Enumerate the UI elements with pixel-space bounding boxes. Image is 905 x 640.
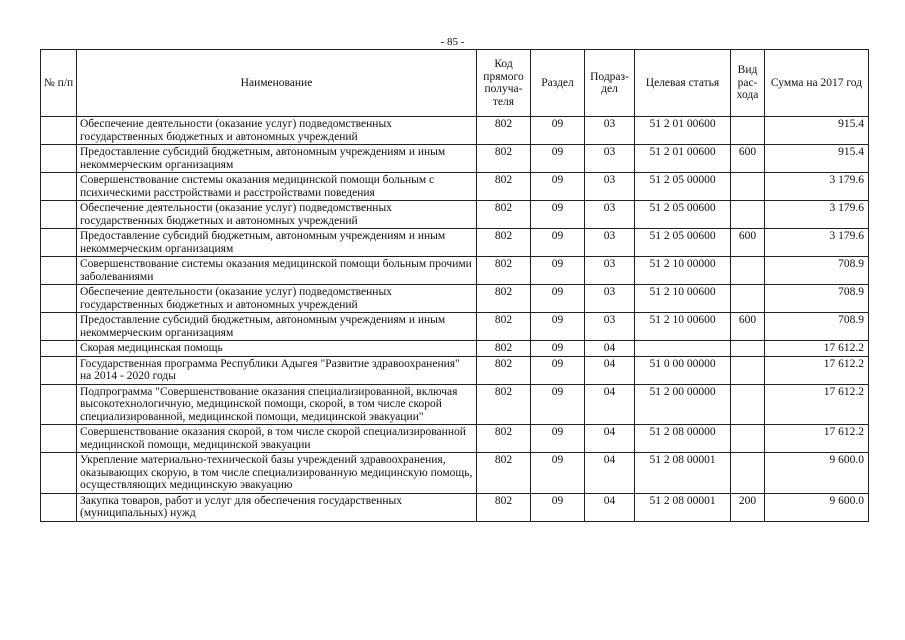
cell-expense: 600 bbox=[731, 313, 765, 341]
cell-section: 09 bbox=[531, 453, 585, 494]
cell-code: 802 bbox=[477, 285, 531, 313]
cell-target: 51 2 10 00000 bbox=[635, 257, 731, 285]
cell-target: 51 2 05 00000 bbox=[635, 173, 731, 201]
cell-num bbox=[41, 425, 77, 453]
cell-sum: 17 612.2 bbox=[765, 356, 869, 384]
cell-name: Совершенствование системы оказания медицинской помощи больным с психическими расстройствами и расстройствами поведения bbox=[77, 173, 477, 201]
cell-name: Предоставление субсидий бюджетным, автономным учреждениям и иным некоммерческим организациям bbox=[77, 313, 477, 341]
cell-name: Предоставление субсидий бюджетным, автономным учреждениям и иным некоммерческим организациям bbox=[77, 229, 477, 257]
header-name: Наименование bbox=[77, 50, 477, 117]
table-row bbox=[41, 356, 869, 384]
cell-code: 802 bbox=[477, 201, 531, 229]
cell-name: Совершенствование оказания скорой, в том числе скорой специализированной медицинской помощи, медицинской эвакуации bbox=[77, 425, 477, 453]
cell-section: 09 bbox=[531, 313, 585, 341]
cell-expense: 600 bbox=[731, 145, 765, 173]
cell-section: 09 bbox=[531, 201, 585, 229]
cell-target: 51 2 10 00600 bbox=[635, 285, 731, 313]
cell-code: 802 bbox=[477, 341, 531, 357]
cell-code: 802 bbox=[477, 453, 531, 494]
cell-num bbox=[41, 145, 77, 173]
cell-sum: 915.4 bbox=[765, 117, 869, 145]
cell-section: 09 bbox=[531, 425, 585, 453]
cell-code: 802 bbox=[477, 384, 531, 425]
cell-num bbox=[41, 285, 77, 313]
cell-target: 51 2 08 00001 bbox=[635, 493, 731, 521]
header-num: № п/п bbox=[41, 50, 77, 117]
cell-name: Предоставление субсидий бюджетным, автономным учреждениям и иным некоммерческим организациям bbox=[77, 145, 477, 173]
cell-code: 802 bbox=[477, 313, 531, 341]
cell-sum: 915.4 bbox=[765, 145, 869, 173]
cell-code: 802 bbox=[477, 229, 531, 257]
table-row bbox=[41, 285, 869, 313]
cell-sum: 9 600.0 bbox=[765, 493, 869, 521]
cell-code: 802 bbox=[477, 425, 531, 453]
cell-num bbox=[41, 201, 77, 229]
header-expense: Вид рас-хода bbox=[731, 50, 765, 117]
budget-table bbox=[40, 49, 869, 522]
cell-subsection: 04 bbox=[585, 384, 635, 425]
cell-target: 51 2 10 00600 bbox=[635, 313, 731, 341]
cell-subsection: 03 bbox=[585, 285, 635, 313]
cell-code: 802 bbox=[477, 493, 531, 521]
header-sum: Сумма на 2017 год bbox=[765, 50, 869, 117]
cell-expense bbox=[731, 173, 765, 201]
cell-expense: 200 bbox=[731, 493, 765, 521]
cell-target: 51 2 00 00000 bbox=[635, 384, 731, 425]
cell-name: Укрепление материально-технической базы учреждений здравоохранения, оказывающих скорую, в том числе специализированную медицинскую помощь, осуществляющих медицинскую эвакуацию bbox=[77, 453, 477, 494]
table-row bbox=[41, 341, 869, 357]
cell-sum: 708.9 bbox=[765, 257, 869, 285]
cell-subsection: 03 bbox=[585, 229, 635, 257]
table-row bbox=[41, 313, 869, 341]
cell-expense: 600 bbox=[731, 229, 765, 257]
table-body bbox=[41, 117, 869, 522]
cell-section: 09 bbox=[531, 356, 585, 384]
cell-sum: 17 612.2 bbox=[765, 384, 869, 425]
cell-name: Обеспечение деятельности (оказание услуг) подведомственных государственных бюджетных и автономных учреждений bbox=[77, 201, 477, 229]
cell-section: 09 bbox=[531, 173, 585, 201]
cell-subsection: 04 bbox=[585, 493, 635, 521]
cell-subsection: 03 bbox=[585, 145, 635, 173]
cell-code: 802 bbox=[477, 257, 531, 285]
cell-subsection: 03 bbox=[585, 313, 635, 341]
cell-expense bbox=[731, 453, 765, 494]
cell-sum: 17 612.2 bbox=[765, 341, 869, 357]
cell-subsection: 04 bbox=[585, 453, 635, 494]
cell-num bbox=[41, 117, 77, 145]
header-code: Код прямого получа-теля bbox=[477, 50, 531, 117]
cell-subsection: 03 bbox=[585, 257, 635, 285]
cell-section: 09 bbox=[531, 229, 585, 257]
cell-target: 51 2 01 00600 bbox=[635, 117, 731, 145]
cell-target: 51 2 01 00600 bbox=[635, 145, 731, 173]
table-row bbox=[41, 229, 869, 257]
cell-subsection: 04 bbox=[585, 341, 635, 357]
table-row bbox=[41, 384, 869, 425]
cell-num bbox=[41, 493, 77, 521]
table-row bbox=[41, 257, 869, 285]
table-header-row bbox=[41, 50, 869, 117]
table-row bbox=[41, 145, 869, 173]
cell-section: 09 bbox=[531, 384, 585, 425]
table-row bbox=[41, 453, 869, 494]
cell-subsection: 03 bbox=[585, 201, 635, 229]
header-section: Раздел bbox=[531, 50, 585, 117]
cell-target: 51 2 08 00000 bbox=[635, 425, 731, 453]
page-number: - 85 - bbox=[440, 36, 465, 48]
cell-section: 09 bbox=[531, 145, 585, 173]
cell-sum: 9 600.0 bbox=[765, 453, 869, 494]
cell-subsection: 04 bbox=[585, 356, 635, 384]
cell-subsection: 03 bbox=[585, 173, 635, 201]
table-row bbox=[41, 117, 869, 145]
cell-section: 09 bbox=[531, 285, 585, 313]
cell-expense bbox=[731, 341, 765, 357]
cell-expense bbox=[731, 257, 765, 285]
cell-section: 09 bbox=[531, 117, 585, 145]
cell-num bbox=[41, 313, 77, 341]
cell-section: 09 bbox=[531, 257, 585, 285]
cell-code: 802 bbox=[477, 117, 531, 145]
cell-sum: 3 179.6 bbox=[765, 201, 869, 229]
cell-sum: 708.9 bbox=[765, 285, 869, 313]
header-target: Целевая статья bbox=[635, 50, 731, 117]
cell-num bbox=[41, 341, 77, 357]
cell-name: Совершенствование системы оказания медицинской помощи больным прочими заболеваниями bbox=[77, 257, 477, 285]
cell-section: 09 bbox=[531, 341, 585, 357]
cell-name: Скорая медицинская помощь bbox=[77, 341, 477, 357]
cell-num bbox=[41, 453, 77, 494]
cell-num bbox=[41, 229, 77, 257]
cell-name: Государственная программа Республики Адыгея "Развитие здравоохранения" на 2014 - 2020 годы bbox=[77, 356, 477, 384]
cell-expense bbox=[731, 356, 765, 384]
cell-sum: 708.9 bbox=[765, 313, 869, 341]
cell-num bbox=[41, 356, 77, 384]
cell-sum: 3 179.6 bbox=[765, 173, 869, 201]
cell-subsection: 04 bbox=[585, 425, 635, 453]
cell-num bbox=[41, 173, 77, 201]
cell-target: 51 0 00 00000 bbox=[635, 356, 731, 384]
cell-target: 51 2 08 00001 bbox=[635, 453, 731, 494]
cell-target: 51 2 05 00600 bbox=[635, 201, 731, 229]
table-row bbox=[41, 493, 869, 521]
cell-name: Подпрограмма "Совершенствование оказания специализированной, включая высокотехнологичную, медицинской помощи, скорой, в том числе скорой специализированной, медицинской помощи, медицинской эвакуации" bbox=[77, 384, 477, 425]
cell-code: 802 bbox=[477, 356, 531, 384]
table-row bbox=[41, 201, 869, 229]
header-subsection: Подраз-дел bbox=[585, 50, 635, 117]
table-row bbox=[41, 173, 869, 201]
cell-name: Обеспечение деятельности (оказание услуг) подведомственных государственных бюджетных и автономных учреждений bbox=[77, 117, 477, 145]
cell-expense bbox=[731, 117, 765, 145]
cell-num bbox=[41, 257, 77, 285]
cell-target: 51 2 05 00600 bbox=[635, 229, 731, 257]
cell-num bbox=[41, 384, 77, 425]
cell-sum: 3 179.6 bbox=[765, 229, 869, 257]
cell-expense bbox=[731, 425, 765, 453]
cell-name: Закупка товаров, работ и услуг для обеспечения государственных (муниципальных) нужд bbox=[77, 493, 477, 521]
cell-target bbox=[635, 341, 731, 357]
cell-expense bbox=[731, 285, 765, 313]
cell-name: Обеспечение деятельности (оказание услуг) подведомственных государственных бюджетных и автономных учреждений bbox=[77, 285, 477, 313]
cell-section: 09 bbox=[531, 493, 585, 521]
cell-code: 802 bbox=[477, 173, 531, 201]
cell-sum: 17 612.2 bbox=[765, 425, 869, 453]
cell-subsection: 03 bbox=[585, 117, 635, 145]
cell-expense bbox=[731, 384, 765, 425]
cell-expense bbox=[731, 201, 765, 229]
cell-code: 802 bbox=[477, 145, 531, 173]
table-row bbox=[41, 425, 869, 453]
